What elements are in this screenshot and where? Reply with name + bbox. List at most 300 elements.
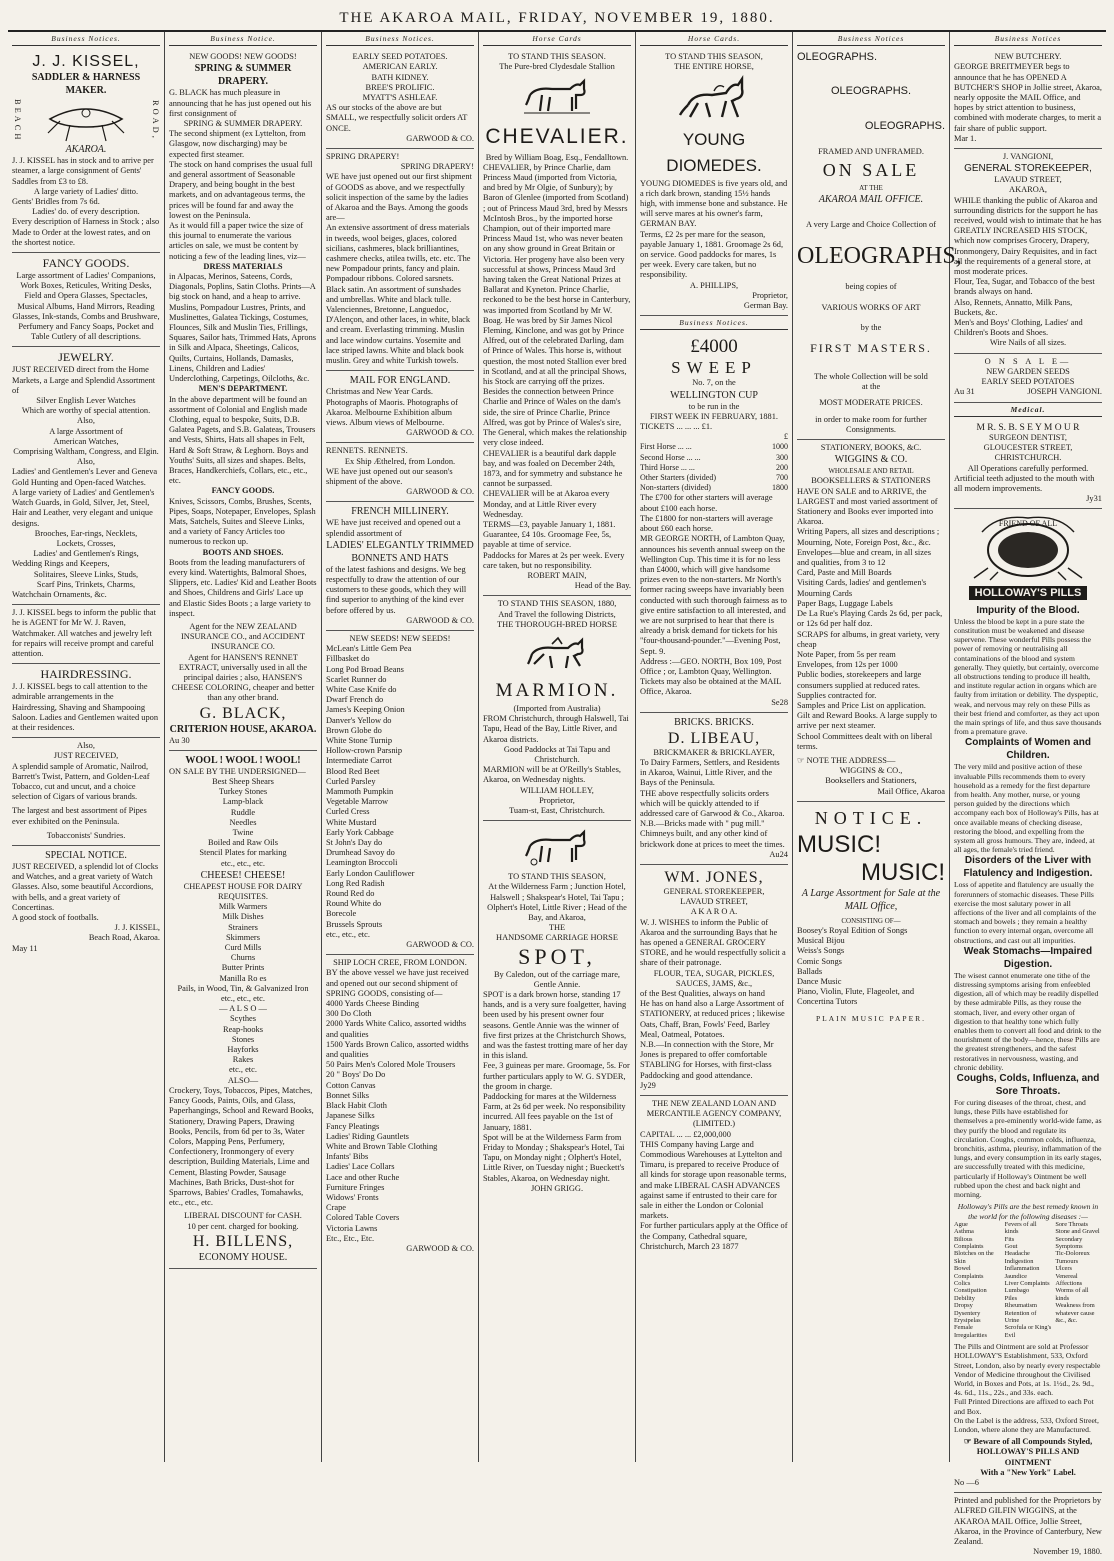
notice-title: NOTICE. (814, 807, 928, 828)
vangioni-seeds-ad (954, 354, 1102, 403)
moderate-prices: MOST MODERATE PRICES. (819, 398, 923, 408)
chev-body-2: CHEVALIER is a beautiful dark dapple bay, and was foaled on December 24th, 1873, and for symmetry and substance he cannot be surpassed. (483, 448, 623, 489)
note-address: ☞ NOTE THE ADDRESS— (797, 755, 896, 765)
rennets-ad (326, 443, 474, 502)
h-caution: Full Printed Directions are affixed to each Pot and Box. (954, 1397, 1094, 1416)
horse-icon (522, 828, 592, 868)
table-cell: Non-starters (divided) (640, 483, 711, 493)
list-item: Weakness from whatever cause (1055, 1302, 1095, 1317)
wiggins-name: WIGGINS & CO. (834, 454, 908, 466)
butch-date: Mar 1. (954, 133, 977, 143)
special-footballs: A good stock of footballs. (12, 913, 99, 922)
h-body-1: Unless the blood be kept in a pure state the constitution must be weakened and disease supervene. These wonderful Pills possess the power of removing or neutralising all contaminations of the blood and system generally. They quietly, but certainly, overcome all obstructions tending to produce ill health, and institute regular action in organs which are faulty from irritation or debility. The dyspeptic, weak, and nervous may rely on these Pills as their best friend and comforter, as they act upon the main springs of life, and thus save thousands from a premature grave. (954, 616, 1102, 737)
h-disease-list (954, 1221, 1102, 1340)
list-item: Milk Warmers (218, 902, 268, 912)
kissel-line-1: A large variety of Ladies' ditto. (33, 186, 139, 196)
jewelry-line: Watchchain Ornaments, &c. (12, 589, 107, 599)
black-drapery-ad (169, 49, 317, 751)
spring-body: G. BLACK has much pleasure in announcing that he has just opened out his first consignment of (169, 88, 312, 118)
mar-body-3: MARMION will be at O'Reilly's Stables, Akaroa, on Wednesday nights. (483, 765, 621, 785)
sweep-body-2: The £1800 for non-starters will average about £60 each horse. (640, 513, 773, 534)
list-item: Hollow-crown Parsnip (326, 746, 403, 756)
seeds-sign: GARWOOD & CO. (406, 940, 474, 950)
hairdressing-body: J. J. KISSEL begs to call attention to the admirable arrangements in the Hairdressing, Shaving and Shampooing Saloon. Ladies and Gentlemen waited upon at their residences. (12, 682, 159, 732)
h-label: With a "New York" Label. (980, 1467, 1076, 1477)
chev-body: CHEVALIER, by Prince Charlie, dam Princess Maud (imported from Victoria, and bred by Mr Olgie, of Sunbury); by Baron of Glenlee (imported from Scotland) ; out of Princess Maud 3rd, bred by Messrs McIntosh Bros., by the imported horse Champion, out of their imported mare Princess Maud 1st, who was never beaten on any show ground in Great Britain or Victoria. Her progeny have also been very successful at shows, Princess Maud 3rd having taken the Great National Prizes at Ballarat and Kyneton. Prince Charlie, reckoned to be the best horse in Canterbury, was imported from Scotland by Mr W. Boag. He was bred by Sir James Nicol Fleming, Kinclone, and was got by Prince Alfred, out of the celebrated Darling, dam of Prince of Wales. This horse is, without question, the most noted Stallion ever bred in Scotland, and at all the principal Shows, his Stock are carrying off the prizes. Besides the connection between Prince Charlie and Prince of Wales on the dam's side, the sire of Prince Charlie, Prince Alfred, was got by Prince of Wales's sire, The General, which makes the relationship very close indeed. (483, 162, 631, 448)
seymour-sub-2: GLOUCESTER STREET, (983, 443, 1073, 453)
loch-cree-ad (326, 955, 474, 1258)
list-item: Strainers (228, 922, 258, 932)
vangioni-ad (954, 149, 1102, 354)
yd-sign-3: German Bay. (743, 301, 788, 311)
nzl-body: THIS Company having Large and Commodious Warehouses at Lyttelton and Timaru, is prepared to receive Produce of all kinds for storage upon reasonable terms, and make LIBERAL CASH ADVANCES against same if entrusted to their care for sale in either the London or Colonial markets. (640, 1139, 787, 1221)
french-body-2: of the latest fashions and designs. We beg respectfully to draw the attention of our customers to these goods, which they will find superior to anything of the kind ever before offered by us. (326, 564, 467, 615)
yd-lead: TO STAND THIS SEASON, (665, 52, 763, 62)
french-title: FRENCH MILLINERY. (351, 506, 449, 518)
seeds-list (326, 644, 474, 940)
list-item: etc., etc., etc. (326, 929, 370, 939)
column-2 (165, 32, 322, 1462)
list-item: Female Irregularities (954, 1324, 988, 1339)
tobacco-also: Also, (77, 741, 95, 751)
list-item: Lace and other Ruche (326, 1172, 400, 1182)
sweep-body-3: MR GEORGE NORTH, of Lambton Quay, announces his seventh annual sweep on the Wellington Cup. This time it is for no less than £4000, which will give handsome prizes even to the non-starters. Mr North's former racing sweeps have invariably been conducted with such thorough fairness as to give entire satisfaction to all interested, and we are not surprised to hear that there is already a brisk demand for tickets for his "four-thousand-pounder."—Evening Post, Sept. 9. (640, 534, 787, 656)
list-item: Scarlet Runner do (326, 674, 387, 684)
columns (8, 32, 1106, 1557)
h-title-5: Coughs, Colds, Influenza, and Sore Throats. (956, 1073, 1100, 1098)
also-2: ALSO— (227, 1075, 259, 1085)
table-cell: 1800 (772, 483, 788, 493)
tobacco-body: A splendid sample of Aromatic, Nailrod, Barrett's Twist, Pattern, and Golden-Leaf Tobacco, cut and uncut, and a choice selection of Cigars of various brands. (12, 761, 150, 802)
boots-body: Boots from the leading manufacturers of every kind. Watertights, Balmoral Shoes, Slippers, etc. Ladies' Kid and Leather Boots and Shoes, Childrens and Girls' Lace up and Elastic Sides Boots ; a large variety to inspect. (169, 557, 317, 618)
sweep-prize-table (640, 442, 788, 493)
vang-body-5: Wire Nails of all sizes. (989, 338, 1067, 348)
list-item: Vegetable Marrow (326, 797, 389, 807)
oleographs-ad (797, 49, 962, 440)
list-item: Blotches on the Skin (954, 1250, 994, 1265)
h-title-2: Complaints of Women and Children. (965, 737, 1091, 762)
list-item: White Case Knife do (326, 684, 397, 694)
list-item: Ladies' Lace Collars (326, 1162, 395, 1172)
chev-paddock: Paddocks for Mares at 2s per week. Every care taken, but no responsibility. (483, 550, 625, 570)
jones-body-2: of the Best Qualities, always on hand (640, 989, 765, 999)
fancy-body: Large assortment of Ladies' Companions, Work Boxes, Reticules, Writing Desks, Field and Opera Glasses, Spectacles, Musical Albums, Hand Mirrors, Reading Glasses, Ink-stands, Combs and Brushware, Perfumery and Fancy Soaps, Pocket and Table Cutlery of all descriptions. (12, 271, 160, 342)
mail-office: AKAROA MAIL OFFICE. (818, 194, 924, 206)
mar-lead: TO STAND THIS SEASON, 1880, (497, 599, 617, 609)
chev-bred: Bred by William Boag, Esq., Fendalltown. (485, 152, 629, 162)
column-header: Business Notices. (12, 32, 160, 46)
gblack-date: Au 30 (169, 735, 190, 745)
music-2: MUSIC! (861, 858, 945, 886)
nzl-capital: CAPITAL ... ... £2,000,000 (640, 1129, 731, 1139)
agent-notice (12, 605, 160, 664)
list-item: Envelopes, from 12s per 1000 (797, 660, 898, 670)
jones-sub: GENERAL STOREKEEPER, (663, 886, 765, 896)
list-item: Ulcers (1055, 1265, 1072, 1273)
new-seeds-ad (326, 631, 474, 955)
kissel-title: J. J. KISSEL, (32, 53, 140, 71)
list-item: MYATT'S ASHLEAF. (362, 93, 438, 103)
seymour-sub-3: CHRISTCHURCH. (994, 453, 1062, 463)
chev-sign: ROBERT MAIN, (527, 570, 587, 580)
jewelry-line: Wedding Rings and Keepers, (12, 559, 110, 569)
rennets-title: RENNETS. RENNETS. (326, 446, 408, 456)
sweep-run: to be run in the (688, 401, 740, 411)
mar-sub: (Imported from Australia) (513, 703, 601, 713)
spot-sign: JOHN GRIGG. (530, 1183, 584, 1193)
list-item: Brown Globe do (326, 725, 382, 735)
sweep-tickets: TICKETS ... ... ... £1. (640, 422, 713, 432)
spot-ad (483, 821, 631, 1198)
list-item: Skimmers (226, 932, 260, 942)
imprint: Printed and published for the Proprietors by ALFRED GILFIN WIGGINS, at the AKAROA MAIL Office, Jollie Street, Akaroa, in the Province of Canterbury, New Zealand. (954, 1492, 1102, 1547)
mar-sign-2: Proprietor, (539, 795, 575, 805)
pointing-hand-icon: ☞ (963, 1437, 974, 1447)
list-item: Victoria Lawns (326, 1223, 378, 1233)
sweep-ad (640, 333, 788, 712)
list-item: Headache (1004, 1250, 1030, 1258)
list-item: AMERICAN EARLY. (362, 62, 438, 72)
jewelry-line: Also, (77, 457, 95, 467)
list-item: Note Paper, from 5s per ream (797, 649, 896, 659)
economy-house: ECONOMY HOUSE. (198, 1251, 288, 1263)
holloway-label-wrap (954, 586, 1102, 600)
list-item: Round Red do (326, 889, 375, 899)
imprint-date: November 19, 1880. (1033, 1547, 1102, 1557)
list-item: Fillbasket do (326, 654, 370, 664)
consisting: CONSISTING OF— (841, 916, 901, 925)
bricks-title: BRICKS. BRICKS. (674, 716, 754, 728)
tobacco-ad (12, 738, 160, 846)
billens-ad (169, 751, 317, 1269)
column-4 (479, 32, 636, 1462)
list-item: 4000 Yards Cheese Binding (326, 999, 420, 1009)
list-item: Japanese Silks (326, 1111, 375, 1121)
garden-seeds: NEW GARDEN SEEDS (986, 366, 1070, 376)
nzl-sub: (LIMITED.) (692, 1119, 736, 1129)
list-item: Long Red Radish (326, 878, 385, 888)
sweep-unit: £ (783, 432, 788, 442)
spot-body-2: Spot will be at the Wilderness Farm from Friday to Monday ; Shakspear's Hotel, Tai Tapu, on Monday night ; Olphert's Hotel, Little River, on Tuesday night ; Bueckett's Stables, Akaroa, on Wednesday night. (483, 1132, 625, 1183)
oleographs-big: OLEOGRAPHS, (797, 243, 962, 270)
list-item: Intermediate Carrot (326, 756, 392, 766)
saddle-icon (40, 97, 132, 143)
tobacco-just: JUST RECEIVED, (53, 751, 119, 761)
list-item: Lumbago (1004, 1287, 1030, 1295)
billens-name: H. BILLENS, (192, 1232, 294, 1250)
potatoes-ad (326, 49, 474, 149)
list-item: Curled Parsley (326, 776, 376, 786)
choice-collection: A very Large and Choice Collection of (805, 220, 937, 230)
jones-body: W. J. WISHES to inform the Public of Akaroa and the surrounding Bays that he has opened a GENERAL GROCERY STORE, and he would respectfully solicit a share of their patronage. (640, 917, 786, 968)
spring-body-3: The stock on hand comprises the usual full and general assortment of Seasonable Drapery, and being bought in the best markets, and on advantageous terms, the prices will be found far and away the lowest on the Peninsula. (169, 159, 313, 220)
list-item: White Stone Turnip (326, 735, 393, 745)
wool-title: WOOL ! WOOL ! WOOL! (185, 754, 301, 766)
pointing-hand-icon: ☞ (797, 755, 807, 765)
list-item: Secondary Symptoms (1055, 1235, 1083, 1250)
list-item: Dropsy (954, 1302, 973, 1310)
list-item: Dance Music (797, 976, 842, 986)
list-item: Piano, Violin, Flute, Flageolet, and Concertina Tutors (797, 987, 915, 1007)
wiggins-sign-2: Booksellers and Stationers, (825, 776, 917, 786)
hairdressing-title: HAIRDRESSING. (40, 667, 132, 682)
medical-header: Medical. (954, 403, 1102, 417)
special-body: JUST RECEIVED, a splendid lot of Clocks and Watches, and a great variety of Watch Glasses. Also, some beautiful Accordions, with bells, and a great variety of Concertinas. (12, 861, 159, 912)
list-item: Boosey's Royal Edition of Songs (797, 925, 908, 935)
french-millinery-ad (326, 502, 474, 631)
list-item: Samples and Price List on application. (797, 700, 926, 710)
mar-lead-2: And Travel the following Districts, (498, 609, 616, 619)
vang-body: WHILE thanking the public of Akaroa and surrounding districts for the support he has received, would wish to intimate that he has GREATLY INCREASED HIS STOCK, which now comprises Grocery, Drapery, Ironmongery, Dairy Requisites, and in fact all the requirements of a general store, at most moderate prices. (954, 195, 1102, 277)
chevalier-ad (483, 49, 631, 596)
loch-list (326, 999, 474, 1244)
fancy-body: Knives, Scissors, Combs, Brushes, Scents, Pipes, Soaps, Notepaper, Envelopes, Splash Mats, Satchels, Suites and Sleeve Links, and a variety of Fancy Articles too numerous to reckon up. (169, 496, 316, 547)
by-the: by the (860, 322, 882, 332)
list-item: Lamp-black (222, 797, 264, 807)
marmion-ad (483, 596, 631, 821)
list-item: Round White do (326, 899, 382, 909)
table-cell: 200 (776, 462, 788, 472)
spring-title: SPRING & SUMMER DRAPERY. (194, 63, 292, 88)
list-item: Ague (954, 1220, 968, 1228)
list-item: Stone and Gravel (1055, 1228, 1100, 1236)
list-item: Boiled and Raw Oils (207, 838, 279, 848)
list-item: 1500 Yards Brown Calico, assorted widths and qualities (326, 1039, 469, 1060)
jewelry-line: JUST RECEIVED direct from the Home Markets, a Large and Splendid Assortment of (12, 365, 156, 395)
list-item: Turkey Stones (218, 787, 268, 797)
yd-terms: Terms, £2 2s per mare for the season, payable January 1, 1881. Groomage 2s 6d, on service. Good paddocks for mares, 1s per week. Every care taken, but no responsibility. (640, 229, 784, 280)
jewelry-line: Lockets, Crosses, (56, 538, 116, 548)
fancy-title: FANCY GOODS. (42, 256, 130, 271)
cheese-title: CHEESE! CHEESE! (200, 869, 286, 881)
column-header: Horse Cards (483, 32, 631, 46)
list-item: Fevers of all kinds (1004, 1220, 1037, 1236)
list-item: SCRAPS for albums, in great variety, very cheap (797, 629, 940, 649)
seymour-body-2: Artificial teeth adjusted to the mouth with all modern improvements. (954, 473, 1095, 493)
column-1 (8, 32, 165, 1462)
mail-england-ad (326, 371, 474, 443)
spring-body-2: The second shipment (ex Lyttelton, from Glasgow, now discharging) may be expected first steamer. (169, 129, 306, 159)
list-item: Long Pod Broad Beans (326, 664, 404, 674)
list-item: Scythes (229, 1014, 257, 1024)
column-7 (950, 32, 1106, 1557)
seymour-body: All Operations carefully performed. (967, 463, 1089, 473)
h-body-2: The very mild and positive action of these invaluable Pills recommends them to every household as a remedy for the first departure from health. Any mother, nurse, or young person guided by the directions which accompany each box of Holloway's Pills, has at once available means of checking disease, restoring the blood, and expelling from the system all gross humours. They are, indeed, at all ages, the female's tried friend. (954, 762, 1099, 855)
spring-title: SPRING DRAPERY! (326, 152, 400, 162)
new-goods: NEW GOODS! NEW GOODS! (189, 52, 297, 62)
list-item: Mourning Cards (797, 588, 853, 598)
wiggins-sign-3: Mail Office, Akaroa (877, 786, 945, 796)
list-item: School Committees dealt with on liberal terms. (797, 731, 933, 751)
jewelry-line: Comprising Waltham, Congress, and Elgin. (13, 447, 159, 457)
booksellers: BOOKSELLERS & STATIONERS (811, 476, 931, 486)
list-item: Butter Prints (221, 963, 265, 973)
mens-title: MEN'S DEPARTMENT. (198, 384, 288, 394)
h-note: On the Label is the address, 533, Oxford Street, London, where alone they are Manufactured. (954, 1415, 1099, 1435)
list-item: Black Habit Cloth (326, 1101, 387, 1111)
spot-sub: By Caledon, out of the carriage mare, Gentle Annie. (493, 969, 621, 989)
oleo-1: OLEOGRAPHS. (797, 51, 878, 64)
spot-title: SPOT, (518, 943, 596, 969)
list-item: Gilt and Reward Books. A large supply to arrive per next steamer. (797, 711, 937, 731)
special-date: May 11 (12, 943, 38, 953)
butch-title: NEW BUTCHERY. (994, 52, 1062, 62)
cheese-list (169, 902, 317, 1004)
music-ad (797, 802, 945, 1028)
nzl-body-2: For further particulars apply at the Office of the Company, Cathedral square, Christchurch, March 23 1877 (640, 1221, 788, 1251)
h-title-1: Impurity of the Blood. (976, 604, 1080, 616)
list-item: Worms of all kinds (1055, 1287, 1089, 1302)
table-cell: First Horse ... ... (640, 442, 692, 452)
sweep-week: FIRST WEEK IN FEBRUARY, 1881. (650, 411, 778, 421)
jones-sub-3: A K A R O A. (690, 907, 738, 917)
gblack-name: G. BLACK, (199, 704, 287, 722)
list-item: 20 " Boys' Do Do (326, 1070, 386, 1080)
boots-title: BOOTS AND SHOES. (202, 547, 284, 557)
potatoes-sign: GARWOOD & CO. (406, 133, 474, 143)
plain-music-paper: PLAIN MUSIC PAPER. (815, 1013, 927, 1023)
mar-sign: WILLIAM HOLLEY, (520, 785, 594, 795)
vang-sub: GENERAL STOREKEEPER, (964, 163, 1092, 175)
list-item: White Mustard (326, 817, 377, 827)
racehorse-icon (522, 634, 592, 674)
butch-body: GEORGE BREITMEYER begs to announce that he has OPENED A BUTCHER'S SHOP in Jollie street, Akaroa, nearly opposite the MAIL Office, and hopes by strict attention to business, combined with moderate charges, to merit a fair share of public support. (954, 62, 1102, 133)
list-item: Needles (229, 817, 257, 827)
list-item: Comic Songs (797, 956, 842, 966)
potatoes-body: AS our stocks of the above are but SMALL, we respectfully solicit orders AT ONCE. (326, 103, 468, 133)
kissel-body: J. J. KISSEL has in stock and to arrive per steamer, a large consignment of Gents' Saddles from £3 to £8. (12, 156, 154, 186)
list-item: Curled Cress (326, 807, 370, 817)
jones-items: FLOUR, TEA, SUGAR, PICKLES, SAUCES, JAMS, &c., (653, 968, 775, 988)
spring-body: WE have just opened out our first shipment of GOODS as above, and we respectfully solicit inspection of the same by the ladies of Akaroa and the Bays. Among the goods are— (326, 172, 472, 223)
list-item: Tumours (1055, 1257, 1079, 1265)
list-item: Infants' Bibs (326, 1152, 369, 1162)
holloway-seal (954, 512, 1102, 585)
list-item: Debility (954, 1294, 975, 1302)
oleo-3: OLEOGRAPHS. (864, 119, 945, 132)
agent-body: J. J. KISSEL begs to inform the public that he is AGENT for Mr W. J. Raven, Watchmaker. All watches and jewelry left for repairs will receive prompt and careful attention. (12, 608, 156, 658)
nzl-title: THE NEW ZEALAND LOAN AND MERCANTILE AGENCY COMPANY, (646, 1099, 782, 1119)
spot-lead-4: HANDSOME CARRIAGE HORSE (496, 933, 618, 943)
list-item: Rakes (232, 1055, 254, 1065)
list-item: Writing Papers, all sizes and descriptions ; Mourning, Note, Foreign Post, &c., &c. (797, 527, 940, 547)
list-item: Stones (231, 1034, 255, 1044)
list-item: Stencil Plates for marking (199, 848, 287, 858)
young-diomedes-ad (640, 49, 788, 316)
list-item: Pails, in Wood, Tin, & Galvanized Iron (177, 983, 309, 993)
jewelry-line: Silver English Lever Watches (36, 396, 136, 406)
list-item: Fits (1004, 1235, 1015, 1243)
list-item: Twine (232, 828, 254, 838)
spot-body: SPOT is a dark brown horse, standing 17 hands, and is a very sure foalgetter, having been used by his present owner four seasons. Gentle Annie was the winner of five first prizes at the Christchurch Shows, and was the fastest trotting mare of her day in this island. (483, 990, 628, 1061)
various-works: VARIOUS WORKS OF ART (821, 302, 921, 312)
vang-sub-3: AKAROA, (1009, 185, 1047, 195)
special-notice-ad (12, 846, 160, 958)
list-item: Hayforks (227, 1045, 259, 1055)
agent-insurance: Agent for the NEW ZEALAND INSURANCE CO., and ACCIDENT INSURANCE CO. (181, 621, 305, 652)
list-item: Best Sheep Shears (212, 777, 274, 786)
music-list (797, 926, 945, 1008)
list-item: Dwarf French do (326, 695, 384, 705)
seymour-ad (954, 420, 1102, 510)
loch-title: SHIP LOCH CREE, FROM LONDON. (333, 958, 467, 968)
stat-list (797, 527, 945, 751)
chev-lead: TO STAND THIS SEASON. (508, 52, 606, 62)
list-item: etc., etc., etc. (221, 858, 265, 868)
fancy-goods-ad (12, 253, 160, 347)
h-no: No —6 (954, 1478, 979, 1488)
mar-body: FROM Christchurch, through Halswell, Tai Tapu, Head of the Bay, Little River, and Akaroa districts. (483, 714, 629, 744)
vang-sign-row (954, 387, 1102, 397)
pipes-body: The largest and best assortment of Pipes ever exhibited on the Peninsula. (12, 806, 147, 826)
make-room: in order to make room for further Consignments. (815, 414, 927, 434)
list-item: Bowel Complaints (954, 1265, 984, 1280)
whole-collection: The whole Collection will be sold (814, 372, 928, 382)
list-item: Liver Complaints (1004, 1279, 1050, 1287)
list-item: Visiting Cards, ladies' and gentlemen's (797, 578, 927, 588)
mar-sign-3: Tuam-st, East, Christchurch. (509, 805, 605, 815)
chev-sub: The Pure-bred Clydesdale Stallion (499, 62, 615, 72)
h-body-4: The wisest cannot enumerate one tithe of the distressing symptoms arising from enfeebled digestion, all of which may be readily dispelled by these admirable Pills, as they rouse the stomach, liver, and every other organ of digestion to that healthy tone which fully enables them to convert all food and drink to the nourishment of the body—hence, these Pills are the greatest strengtheners, and the safest restoratives in nervousness, wasting, and chronic debility. (954, 970, 1102, 1072)
jones-sub-2: LAVAUD STREET, (680, 897, 748, 907)
table-row (640, 473, 788, 483)
jewelry-line: A large variety of Ladies' and Gentlemen's Watch Guards, in Gold, Silver, Jet, Steel, Hair and Leather, very elegant and unique designs. (12, 487, 155, 528)
h-styled: HOLLOWAY'S PILLS AND OINTMENT (976, 1447, 1080, 1467)
list-item: Colored Table Covers (326, 1213, 400, 1223)
list-item: Early York Cabbage (326, 827, 394, 837)
list-item: etc., etc. (229, 1065, 257, 1075)
list-item: Ballads (797, 966, 823, 976)
libeau-sub: BRICKMAKER & BRICKLAYER, (653, 747, 775, 757)
list-item: Card, Paste and Mill Boards (797, 568, 892, 578)
list-item: Churns (230, 953, 256, 963)
table-row (640, 463, 788, 473)
wool-list (169, 777, 317, 869)
table-cell: Third Horse ... ... (640, 462, 695, 472)
spring-title-2: SPRING DRAPERY! (400, 162, 474, 172)
music-1: MUSIC! (797, 830, 881, 858)
kissel-saddler-ad (12, 49, 160, 253)
list-item: Constipation (954, 1287, 987, 1295)
wool-body: ON SALE BY THE UNDERSIGNED— (169, 766, 306, 776)
rearing-horse-icon (674, 77, 754, 123)
list-item: Manilla Ro es (219, 973, 267, 983)
list-item: Musical Bijou (797, 936, 845, 946)
kissel-line-2: Gents' Bridles from 7s 6d. (12, 197, 100, 207)
holloway-label: HOLLOWAY'S PILLS (969, 586, 1088, 600)
libeau-nb: N.B.—Bricks made with " pug mill." Chimneys built, and any other kind of brickwork done at prices to meet the times. (640, 819, 785, 849)
at-the: AT THE (859, 184, 883, 193)
wiggins-sign: WIGGINS & CO., (839, 766, 903, 776)
list-item: Piles (1004, 1294, 1018, 1302)
list-item: Indigestion (1004, 1257, 1034, 1265)
yd-sign: A. PHILLIPS, (689, 280, 739, 290)
list-item: Bonnet Silks (326, 1090, 370, 1100)
list-item: Cotton Canvas (326, 1080, 376, 1090)
rennets-body: WE have just opened out our season's shipment of the above. (326, 466, 453, 486)
libeau-body: To Dairy Farmers, Settlers, and Residents in Akaroa, Wainui, Little River, and the Bays of the Peninsula. (640, 757, 780, 788)
table-cell: Other Starters (divided) (640, 473, 716, 483)
list-item: Envelopes—blue and cream, in all sizes and qualities, from 3 to 12 (797, 547, 931, 568)
spot-lead-2: At the Wilderness Farm ; Junction Hotel, Halswell ; Shakspear's Hotel, Tai Tapu ; Olphert's Hotel, Little River ; Head of the Bay, and Akaroa, (487, 882, 627, 922)
sweep-amount: £4000 (690, 336, 738, 358)
column-header: Business Notice. (169, 32, 317, 46)
list-item: Ruddle (230, 807, 256, 817)
horse-icon (522, 77, 592, 117)
music-body: A Large Assortment for Sale at the MAIL Office, (801, 887, 941, 912)
table-cell: 1000 (772, 442, 788, 452)
holloway-seal-icon (968, 512, 1088, 582)
